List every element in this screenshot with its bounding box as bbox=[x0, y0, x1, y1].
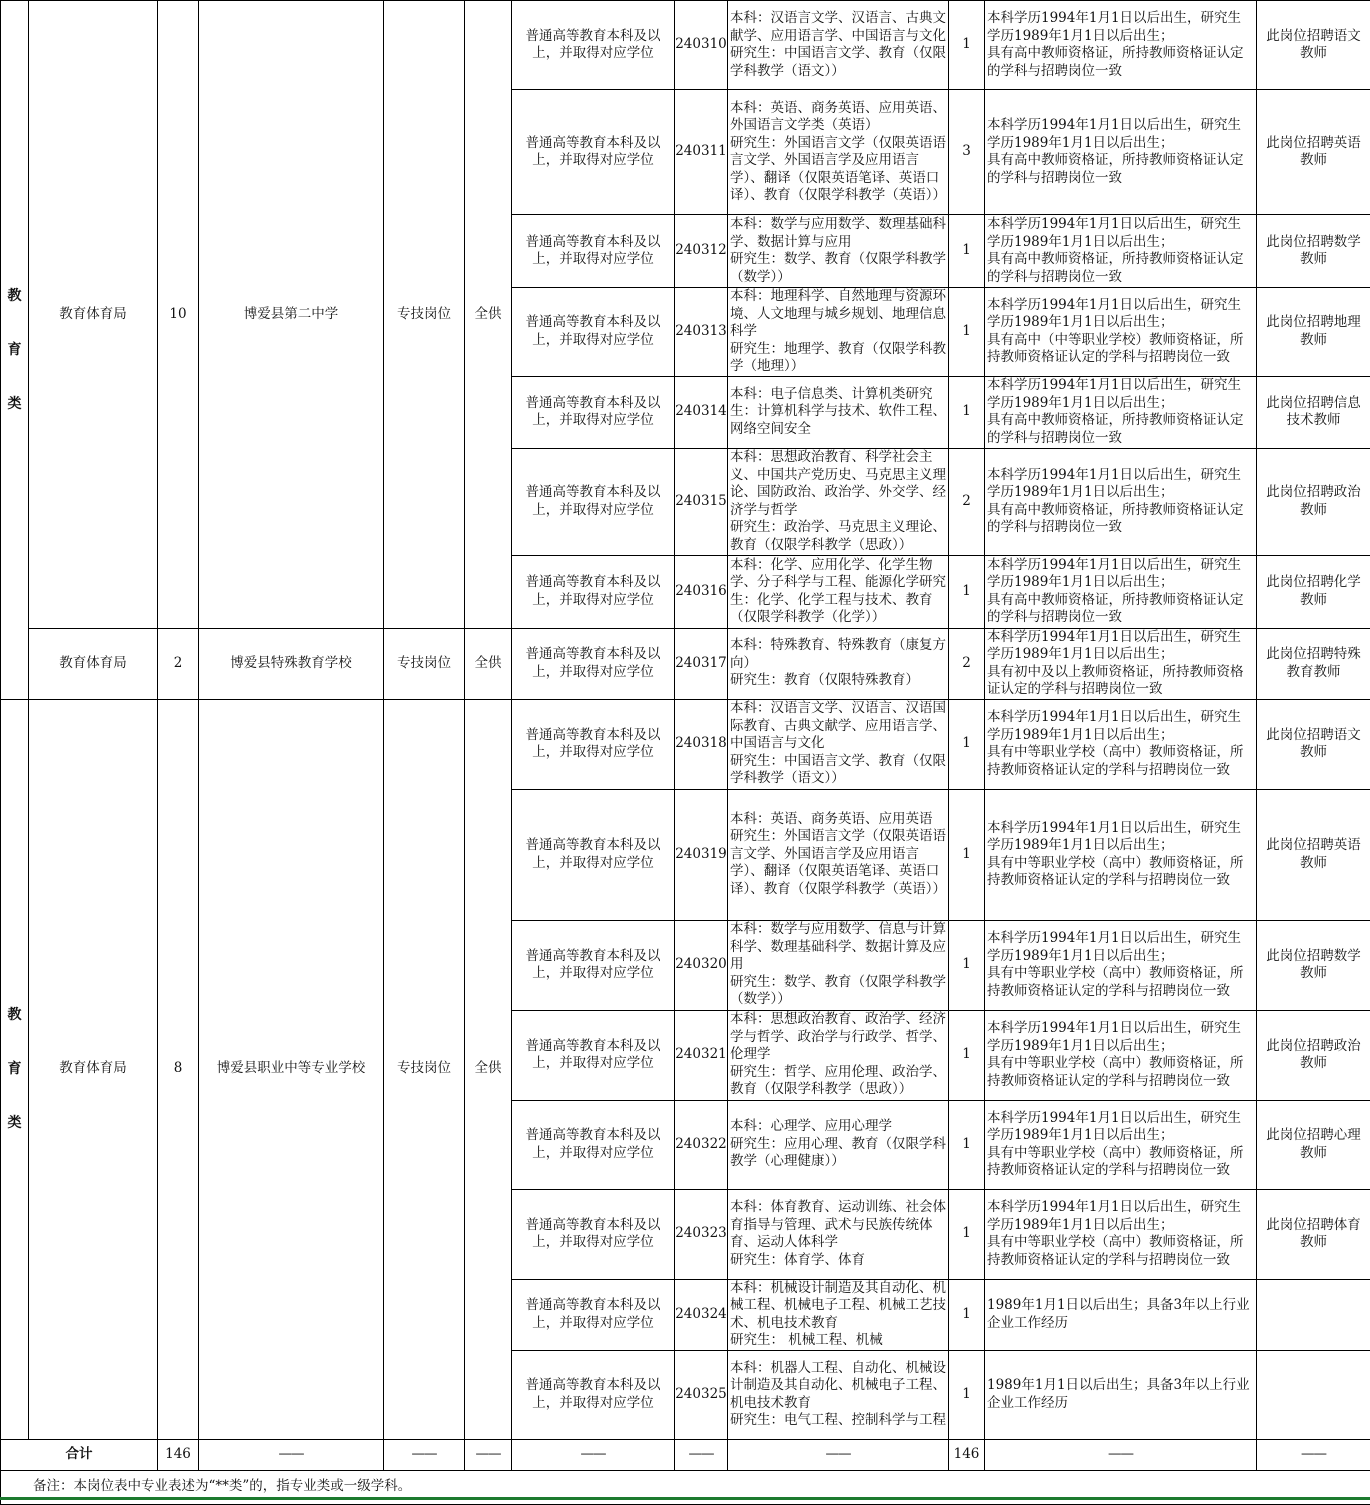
funding-cell: 全供 bbox=[465, 699, 512, 1439]
requirement-cell: 本科学历1994年1月1日以后出生，研究生学历1989年1月1日以后出生； 具有中等职业学校（高中）教师资格证，所持教师资格证认定的学科与招聘岗位一致 bbox=[985, 789, 1257, 920]
category-char: 类 bbox=[8, 1096, 22, 1150]
department-cell: 教育体育局 bbox=[29, 628, 158, 699]
hire-number-cell: 1 bbox=[949, 555, 985, 628]
requirement-cell: 本科学历1994年1月1日以后出生，研究生学历1989年1月1日以后出生； 具有高中教师资格证，所持教师资格证认定的学科与招聘岗位一致 bbox=[985, 448, 1257, 555]
major-cell: 本科：电子信息类、计算机类研究生：计算机科学与技术、软件工程、网络空间安全 bbox=[728, 376, 949, 448]
major-cell: 本科：机械设计制造及其自动化、机械工程、机械电子工程、机械工艺技术、机电技术教育 研究生： 机械工程、机械 bbox=[728, 1279, 949, 1350]
hire-number-cell: 1 bbox=[949, 920, 985, 1010]
education-cell: 普通高等教育本科及以上，并取得对应学位 bbox=[512, 789, 675, 920]
hire-number-cell: 1 bbox=[949, 1, 985, 90]
education-cell: 普通高等教育本科及以上，并取得对应学位 bbox=[512, 555, 675, 628]
requirement-cell: 本科学历1994年1月1日以后出生，研究生学历1989年1月1日以后出生； 具有高中教师资格证，所持教师资格证认定的学科与招聘岗位一致 bbox=[985, 1, 1257, 90]
major-cell: 本科：思想政治教育、政治学、经济学与哲学、政治学与行政学、哲学、伦理学 研究生：哲学、应用伦理、政治学、教育（仅限学科教学（思政）） bbox=[728, 1010, 949, 1100]
position-code-cell: 240313 bbox=[675, 288, 728, 377]
remark-cell: 此岗位招聘心理教师 bbox=[1257, 1100, 1370, 1189]
remark-cell: 此岗位招聘数学教师 bbox=[1257, 920, 1370, 1010]
position-code-cell: 240312 bbox=[675, 215, 728, 288]
total-major-dash: —— bbox=[728, 1439, 949, 1470]
education-cell: 普通高等教育本科及以上，并取得对应学位 bbox=[512, 1, 675, 90]
category-char: 育 bbox=[8, 1042, 22, 1096]
total-post-type-dash: —— bbox=[384, 1439, 465, 1470]
requirement-cell: 本科学历1994年1月1日以后出生，研究生学历1989年1月1日以后出生； 具有高中教师资格证，所持教师资格证认定的学科与招聘岗位一致 bbox=[985, 555, 1257, 628]
total-hire-number-cell: 146 bbox=[949, 1439, 985, 1470]
major-cell: 本科：化学、应用化学、化学生物学、分子科学与工程、能源化学研究生：化学、化学工程与技术、教育（仅限学科教学（化学）） bbox=[728, 555, 949, 628]
requirement-cell: 本科学历1994年1月1日以后出生，研究生学历1989年1月1日以后出生； 具有高中（中等职业学校）教师资格证，所持教师资格证认定的学科与招聘岗位一致 bbox=[985, 288, 1257, 377]
education-cell: 普通高等教育本科及以上，并取得对应学位 bbox=[512, 1100, 675, 1189]
remark-cell: 此岗位招聘政治教师 bbox=[1257, 1010, 1370, 1100]
education-cell: 普通高等教育本科及以上，并取得对应学位 bbox=[512, 1279, 675, 1350]
position-code-cell: 240310 bbox=[675, 1, 728, 90]
remark-cell bbox=[1257, 1350, 1370, 1439]
education-cell: 普通高等教育本科及以上，并取得对应学位 bbox=[512, 1189, 675, 1279]
remark-cell: 此岗位招聘特殊教育教师 bbox=[1257, 628, 1370, 699]
education-cell: 普通高等教育本科及以上，并取得对应学位 bbox=[512, 448, 675, 555]
category-char: 类 bbox=[8, 377, 22, 431]
total-funding-dash: —— bbox=[465, 1439, 512, 1470]
major-cell: 本科：汉语言文学、汉语言、汉语国际教育、古典文献学、应用语言学、中国语言与文化 研究生：中国语言文学、教育（仅限学科教学（语文）） bbox=[728, 699, 949, 789]
post-type-cell: 专技岗位 bbox=[384, 1, 465, 629]
total-label-cell: 合计 bbox=[1, 1439, 158, 1470]
hire-number-cell: 1 bbox=[949, 1100, 985, 1189]
department-cell: 教育体育局 bbox=[29, 699, 158, 1439]
hire-number-cell: 1 bbox=[949, 376, 985, 448]
post-type-cell: 专技岗位 bbox=[384, 699, 465, 1439]
category-cell bbox=[1, 1, 29, 700]
hire-number-cell: 1 bbox=[949, 1279, 985, 1350]
position-code-cell: 240321 bbox=[675, 1010, 728, 1100]
education-cell: 普通高等教育本科及以上，并取得对应学位 bbox=[512, 1010, 675, 1100]
category-char: 教 bbox=[8, 988, 22, 1042]
remark-cell: 此岗位招聘信息技术教师 bbox=[1257, 376, 1370, 448]
post-type-cell: 专技岗位 bbox=[384, 628, 465, 699]
major-cell: 本科：英语、商务英语、应用英语、外国语言文学类（英语） 研究生：外国语言文学（仅限英语语言文学、外国语言学及应用语言学）、翻译（仅限英语笔译、英语口译）、教育（仅限学科教学（英语）） bbox=[728, 90, 949, 215]
table-row bbox=[1, 699, 1370, 789]
education-cell: 普通高等教育本科及以上，并取得对应学位 bbox=[512, 90, 675, 215]
remark-cell bbox=[1257, 1279, 1370, 1350]
total-remark-dash: —— bbox=[1257, 1439, 1370, 1470]
position-code-cell: 240320 bbox=[675, 920, 728, 1010]
position-code-cell: 240314 bbox=[675, 376, 728, 448]
hire-number-cell: 2 bbox=[949, 448, 985, 555]
school-count-cell: 8 bbox=[158, 699, 199, 1439]
major-cell: 本科：特殊教育、特殊教育（康复方向） 研究生：教育（仅限特殊教育） bbox=[728, 628, 949, 699]
major-cell: 本科：机器人工程、自动化、机械设计制造及其自动化、机械电子工程、机电技术教育 研究生：电气工程、控制科学与工程 bbox=[728, 1350, 949, 1439]
major-cell: 本科：数学与应用数学、数理基础科学、数据计算与应用 研究生：数学、教育（仅限学科教学（数学）） bbox=[728, 215, 949, 288]
remark-cell: 此岗位招聘英语教师 bbox=[1257, 789, 1370, 920]
requirement-cell: 本科学历1994年1月1日以后出生，研究生学历1989年1月1日以后出生； 具有高中教师资格证，所持教师资格证认定的学科与招聘岗位一致 bbox=[985, 215, 1257, 288]
major-cell: 本科：数学与应用数学、信息与计算科学、数理基础科学、数据计算及应用 研究生：数学、教育（仅限学科教学（数学）） bbox=[728, 920, 949, 1010]
education-cell: 普通高等教育本科及以上，并取得对应学位 bbox=[512, 699, 675, 789]
education-cell: 普通高等教育本科及以上，并取得对应学位 bbox=[512, 376, 675, 448]
hire-number-cell: 1 bbox=[949, 215, 985, 288]
requirement-cell: 本科学历1994年1月1日以后出生，研究生学历1989年1月1日以后出生； 具有中等职业学校（高中）教师资格证，所持教师资格证认定的学科与招聘岗位一致 bbox=[985, 1189, 1257, 1279]
major-cell: 本科：英语、商务英语、应用英语 研究生：外国语言文学（仅限英语语言文学、外国语言学及应用语言学）、翻译（仅限英语笔译、英语口译）、教育（仅限学科教学（英语）） bbox=[728, 789, 949, 920]
remark-cell: 此岗位招聘政治教师 bbox=[1257, 448, 1370, 555]
position-code-cell: 240316 bbox=[675, 555, 728, 628]
remark-cell: 此岗位招聘地理教师 bbox=[1257, 288, 1370, 377]
position-code-cell: 240324 bbox=[675, 1279, 728, 1350]
funding-cell: 全供 bbox=[465, 1, 512, 629]
requirement-cell: 1989年1月1日以后出生；具备3年以上行业企业工作经历 bbox=[985, 1279, 1257, 1350]
major-cell: 本科：思想政治教育、科学社会主义、中国共产党历史、马克思主义理论、国防政治、政治学、外交学、经济学与哲学 研究生：政治学、马克思主义理论、教育（仅限学科教学（思政）） bbox=[728, 448, 949, 555]
education-cell: 普通高等教育本科及以上，并取得对应学位 bbox=[512, 920, 675, 1010]
education-cell: 普通高等教育本科及以上，并取得对应学位 bbox=[512, 628, 675, 699]
remark-cell: 此岗位招聘化学教师 bbox=[1257, 555, 1370, 628]
position-code-cell: 240322 bbox=[675, 1100, 728, 1189]
funding-cell: 全供 bbox=[465, 628, 512, 699]
major-cell: 本科：地理科学、自然地理与资源环境、人文地理与城乡规划、地理信息科学 研究生：地理学、教育（仅限学科教学（地理）） bbox=[728, 288, 949, 377]
category-label bbox=[8, 988, 22, 1150]
requirement-cell: 本科学历1994年1月1日以后出生，研究生学历1989年1月1日以后出生； 具有中等职业学校（高中）教师资格证，所持教师资格证认定的学科与招聘岗位一致 bbox=[985, 699, 1257, 789]
remark-cell: 此岗位招聘体育教师 bbox=[1257, 1189, 1370, 1279]
total-requirement-dash: —— bbox=[985, 1439, 1257, 1470]
major-cell: 本科：体育教育、运动训练、社会体育指导与管理、武术与民族传统体育、运动人体科学 研究生：体育学、体育 bbox=[728, 1189, 949, 1279]
category-label bbox=[8, 269, 22, 431]
remark-cell: 此岗位招聘英语教师 bbox=[1257, 90, 1370, 215]
position-code-cell: 240318 bbox=[675, 699, 728, 789]
requirement-cell: 本科学历1994年1月1日以后出生，研究生学历1989年1月1日以后出生； 具有中等职业学校（高中）教师资格证，所持教师资格证认定的学科与招聘岗位一致 bbox=[985, 920, 1257, 1010]
note-cell: 备注：本岗位表中专业表述为“**类”的，指专业类或一级学科。 bbox=[1, 1470, 1370, 1504]
remark-cell: 此岗位招聘数学教师 bbox=[1257, 215, 1370, 288]
total-row bbox=[1, 1439, 1370, 1470]
position-code-cell: 240325 bbox=[675, 1350, 728, 1439]
school-name-cell: 博爱县第二中学 bbox=[199, 1, 384, 629]
requirement-cell: 本科学历1994年1月1日以后出生，研究生学历1989年1月1日以后出生； 具有高中教师资格证，所持教师资格证认定的学科与招聘岗位一致 bbox=[985, 90, 1257, 215]
category-char: 教 bbox=[8, 269, 22, 323]
hire-number-cell: 1 bbox=[949, 789, 985, 920]
education-cell: 普通高等教育本科及以上，并取得对应学位 bbox=[512, 215, 675, 288]
major-cell: 本科：汉语言文学、汉语言、古典文献学、应用语言学、中国语言与文化 研究生：中国语言文学、教育（仅限学科教学（语文）） bbox=[728, 1, 949, 90]
school-name-cell: 博爱县职业中等专业学校 bbox=[199, 699, 384, 1439]
hire-number-cell: 1 bbox=[949, 1189, 985, 1279]
school-count-cell: 2 bbox=[158, 628, 199, 699]
remark-cell: 此岗位招聘语文教师 bbox=[1257, 699, 1370, 789]
position-code-cell: 240315 bbox=[675, 448, 728, 555]
requirement-cell: 本科学历1994年1月1日以后出生，研究生学历1989年1月1日以后出生； 具有高中教师资格证，所持教师资格证认定的学科与招聘岗位一致 bbox=[985, 376, 1257, 448]
hire-number-cell: 1 bbox=[949, 1010, 985, 1100]
table-row bbox=[1, 1, 1370, 90]
category-cell bbox=[1, 699, 29, 1439]
requirement-cell: 本科学历1994年1月1日以后出生，研究生学历1989年1月1日以后出生； 具有中等职业学校（高中）教师资格证，所持教师资格证认定的学科与招聘岗位一致 bbox=[985, 1100, 1257, 1189]
position-code-cell: 240323 bbox=[675, 1189, 728, 1279]
category-char: 育 bbox=[8, 323, 22, 377]
table-row bbox=[1, 628, 1370, 699]
total-code-dash: —— bbox=[675, 1439, 728, 1470]
requirement-cell: 1989年1月1日以后出生；具备3年以上行业企业工作经历 bbox=[985, 1350, 1257, 1439]
total-school-dash: —— bbox=[199, 1439, 384, 1470]
school-name-cell: 博爱县特殊教育学校 bbox=[199, 628, 384, 699]
position-code-cell: 240311 bbox=[675, 90, 728, 215]
requirement-cell: 本科学历1994年1月1日以后出生，研究生学历1989年1月1日以后出生； 具有初中及以上教师资格证，所持教师资格证认定的学科与招聘岗位一致 bbox=[985, 628, 1257, 699]
hire-number-cell: 1 bbox=[949, 1350, 985, 1439]
major-cell: 本科：心理学、应用心理学 研究生：应用心理、教育（仅限学科教学（心理健康）） bbox=[728, 1100, 949, 1189]
position-code-cell: 240317 bbox=[675, 628, 728, 699]
total-education-dash: —— bbox=[512, 1439, 675, 1470]
total-count-cell: 146 bbox=[158, 1439, 199, 1470]
school-count-cell: 10 bbox=[158, 1, 199, 629]
position-code-cell: 240319 bbox=[675, 789, 728, 920]
remark-cell: 此岗位招聘语文教师 bbox=[1257, 1, 1370, 90]
hire-number-cell: 1 bbox=[949, 699, 985, 789]
education-cell: 普通高等教育本科及以上，并取得对应学位 bbox=[512, 1350, 675, 1439]
department-cell: 教育体育局 bbox=[29, 1, 158, 629]
education-cell: 普通高等教育本科及以上，并取得对应学位 bbox=[512, 288, 675, 377]
hire-number-cell: 3 bbox=[949, 90, 985, 215]
requirement-cell: 本科学历1994年1月1日以后出生，研究生学历1989年1月1日以后出生； 具有中等职业学校（高中）教师资格证，所持教师资格证认定的学科与招聘岗位一致 bbox=[985, 1010, 1257, 1100]
hire-number-cell: 2 bbox=[949, 628, 985, 699]
hire-number-cell: 1 bbox=[949, 288, 985, 377]
